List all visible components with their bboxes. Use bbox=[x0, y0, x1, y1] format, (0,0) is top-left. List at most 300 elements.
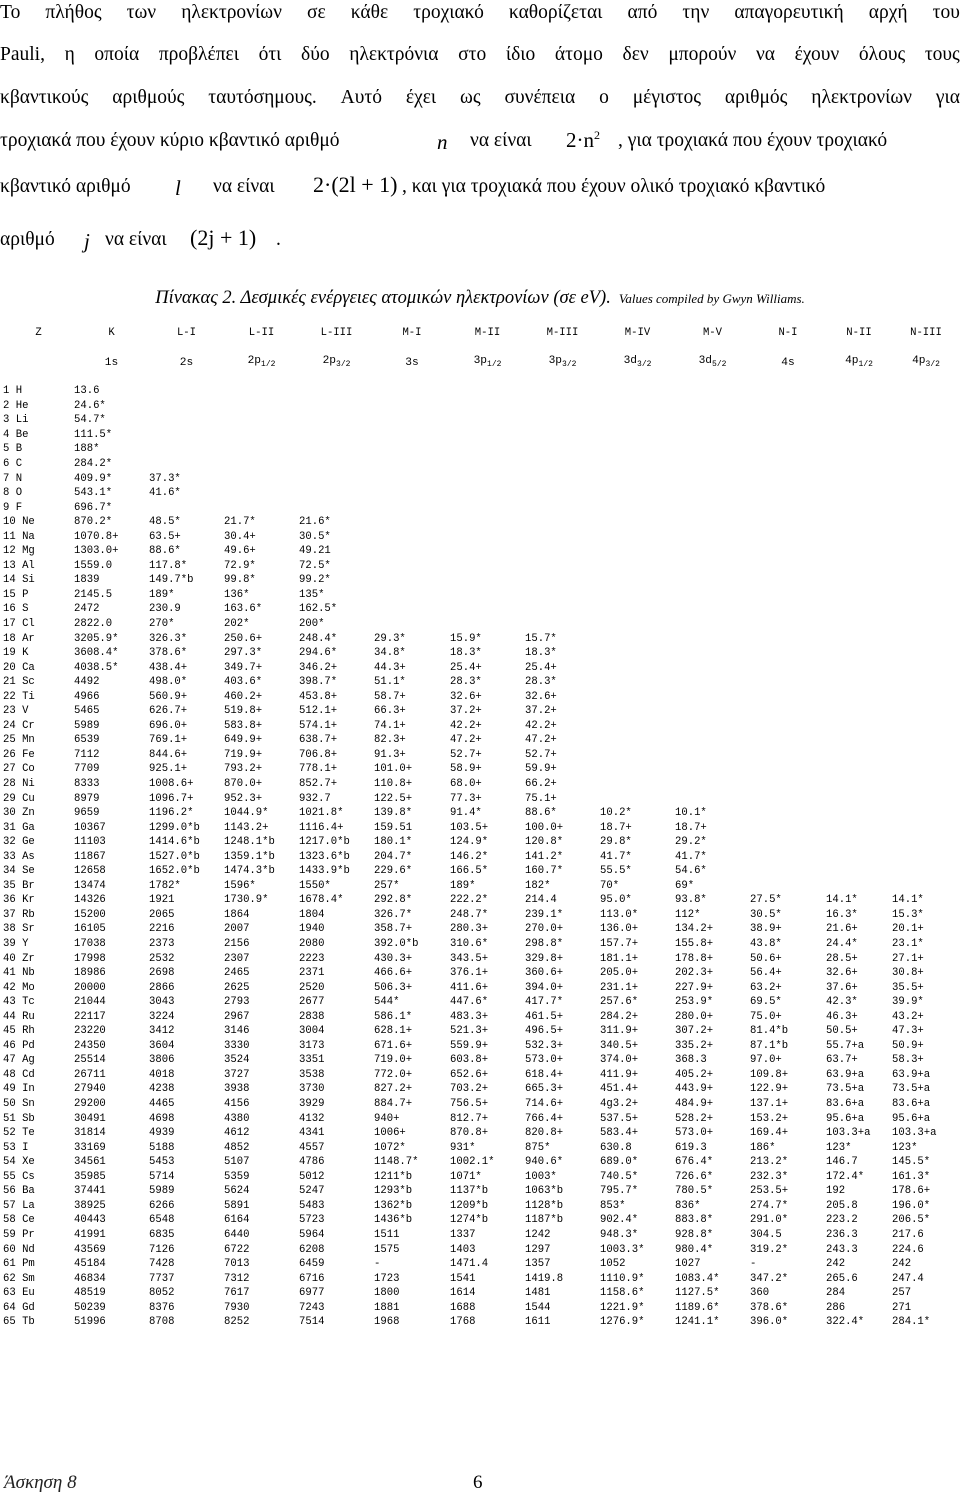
energy-cell bbox=[374, 486, 450, 501]
energy-cell bbox=[892, 806, 960, 821]
energy-cell bbox=[299, 501, 374, 516]
energy-cell: 676.4* bbox=[675, 1156, 714, 1169]
energy-cell: 110.8+ bbox=[374, 778, 413, 790]
energy-cell bbox=[750, 559, 826, 574]
energy-cell: 780.5* bbox=[675, 1185, 714, 1198]
energy-cell: 43569 bbox=[74, 1243, 106, 1256]
energy-cell: 18.7+ bbox=[600, 821, 632, 834]
energy-cell: 853* bbox=[600, 1199, 626, 1212]
energy-cell: 21.6* bbox=[299, 516, 331, 529]
energy-cell bbox=[675, 690, 750, 705]
energy-cell bbox=[675, 748, 750, 763]
element-cell: 51 Sb bbox=[3, 1112, 35, 1125]
energy-cell bbox=[750, 384, 826, 399]
energy-cell: 884.7+ bbox=[374, 1098, 413, 1111]
energy-cell: 671.6+ bbox=[374, 1039, 413, 1052]
energy-cell: 38.9+ bbox=[750, 923, 782, 936]
energy-cell: 2065 bbox=[149, 908, 175, 921]
energy-cell: 411.9+ bbox=[600, 1068, 639, 1081]
energy-cell bbox=[299, 472, 374, 487]
energy-cell: 93.8* bbox=[675, 894, 707, 907]
energy-cell: 29.3* bbox=[374, 632, 406, 645]
energy-cell: 778.1+ bbox=[299, 763, 338, 776]
element-cell: 2 He bbox=[3, 399, 29, 412]
energy-cell: 1414.6*b bbox=[149, 836, 200, 849]
energy-cell: 392.0*b bbox=[374, 938, 419, 951]
energy-cell bbox=[525, 486, 600, 501]
energy-cell bbox=[525, 399, 600, 414]
element-cell: 61 Pm bbox=[3, 1258, 35, 1271]
energy-cell: 250.6+ bbox=[224, 632, 263, 645]
energy-cell: 35.5+ bbox=[892, 981, 924, 994]
energy-cell bbox=[892, 472, 960, 487]
energy-cell: 1303.0+ bbox=[74, 545, 119, 558]
table-row bbox=[0, 835, 960, 850]
word: η bbox=[64, 44, 75, 65]
energy-cell bbox=[750, 442, 826, 457]
energy-cell bbox=[600, 646, 675, 661]
energy-cell bbox=[892, 457, 960, 472]
energy-cell: 1471.4 bbox=[450, 1258, 489, 1271]
energy-cell bbox=[450, 559, 525, 574]
energy-cell: 21.7* bbox=[224, 516, 256, 529]
energy-cell bbox=[525, 617, 600, 632]
energy-cell: 461.5+ bbox=[525, 1010, 564, 1023]
energy-cell: 49.6+ bbox=[224, 545, 256, 558]
energy-cell bbox=[525, 501, 600, 516]
energy-cell: 766.4+ bbox=[525, 1112, 564, 1125]
energy-cell bbox=[299, 384, 374, 399]
table-row bbox=[0, 893, 960, 908]
energy-cell: 49.21 bbox=[299, 545, 331, 558]
energy-cell: 63.2+ bbox=[750, 981, 782, 994]
energy-cell bbox=[826, 428, 892, 443]
table-row bbox=[0, 1272, 960, 1287]
energy-cell bbox=[892, 602, 960, 617]
energy-cell: 166.5* bbox=[450, 865, 489, 878]
energy-cell: 41.7* bbox=[600, 850, 632, 863]
energy-cell: 13.6 bbox=[74, 385, 100, 398]
energy-cell: 14.1* bbox=[892, 894, 924, 907]
energy-cell: 2465 bbox=[224, 967, 250, 980]
energy-cell: 4341 bbox=[299, 1127, 325, 1140]
energy-cell: 1248.1*b bbox=[224, 836, 275, 849]
word: Το bbox=[0, 2, 21, 23]
energy-cell: 122.9+ bbox=[750, 1083, 789, 1096]
shell-header-n-i: N-I bbox=[778, 327, 798, 339]
energy-cell bbox=[600, 559, 675, 574]
energy-cell: 812.7+ bbox=[450, 1112, 489, 1125]
energy-cell bbox=[224, 457, 299, 472]
table-row bbox=[0, 1199, 960, 1214]
element-cell: 52 Te bbox=[3, 1127, 35, 1140]
energy-cell bbox=[892, 704, 960, 719]
energy-cell: 186* bbox=[750, 1141, 776, 1154]
energy-cell: 59.9+ bbox=[525, 763, 557, 776]
energy-cell: 182* bbox=[525, 879, 551, 892]
table-row bbox=[0, 1170, 960, 1185]
energy-cell bbox=[826, 806, 892, 821]
energy-cell: 11103 bbox=[74, 836, 106, 849]
energy-cell: 1217.0*b bbox=[299, 836, 350, 849]
paragraph-line-3 bbox=[0, 87, 960, 109]
energy-cell bbox=[600, 632, 675, 647]
energy-cell: 948.3* bbox=[600, 1228, 639, 1241]
energy-cell: 257* bbox=[374, 879, 400, 892]
energy-cell: 243.3 bbox=[826, 1243, 858, 1256]
energy-cell: 430.3+ bbox=[374, 952, 413, 965]
energy-cell bbox=[750, 748, 826, 763]
energy-cell: 30.5* bbox=[750, 908, 782, 921]
energy-cell: 40443 bbox=[74, 1214, 106, 1227]
element-cell: 40 Zr bbox=[3, 952, 35, 965]
energy-cell bbox=[826, 472, 892, 487]
energy-cell bbox=[892, 588, 960, 603]
energy-cell: 1211*b bbox=[374, 1170, 413, 1183]
energy-cell: 1688 bbox=[450, 1301, 476, 1314]
energy-cell bbox=[675, 399, 750, 414]
energy-cell: 7312 bbox=[224, 1272, 250, 1285]
energy-cell: 3727 bbox=[224, 1068, 250, 1081]
energy-cell bbox=[450, 413, 525, 428]
energy-cell bbox=[149, 428, 224, 443]
element-cell: 1 H bbox=[3, 385, 23, 398]
energy-cell bbox=[374, 559, 450, 574]
energy-cell: 1864 bbox=[224, 908, 250, 921]
energy-cell: 73.5+a bbox=[826, 1083, 865, 1096]
energy-cell: 202.3+ bbox=[675, 967, 714, 980]
element-cell: 38 Sr bbox=[3, 923, 35, 936]
element-cell: 49 In bbox=[3, 1083, 35, 1096]
energy-cell bbox=[600, 777, 675, 792]
energy-cell: 396.0* bbox=[750, 1316, 789, 1329]
energy-cell: 1550* bbox=[299, 879, 331, 892]
energy-cell: 925.1+ bbox=[149, 763, 188, 776]
energy-cell: 77.3+ bbox=[450, 792, 482, 805]
energy-cell: 1110.9* bbox=[600, 1272, 645, 1285]
table-row bbox=[0, 719, 960, 734]
table-body bbox=[0, 384, 960, 1330]
energy-cell bbox=[450, 472, 525, 487]
energy-cell: 95.6+a bbox=[892, 1112, 931, 1125]
energy-cell: 1187*b bbox=[525, 1214, 564, 1227]
energy-cell: 1527.0*b bbox=[149, 850, 200, 863]
energy-cell: 1071* bbox=[450, 1170, 482, 1183]
energy-cell bbox=[224, 501, 299, 516]
page-footer bbox=[0, 1472, 960, 1496]
element-cell: 35 Br bbox=[3, 879, 35, 892]
element-cell: 23 V bbox=[3, 705, 29, 718]
energy-cell: 284 bbox=[826, 1287, 846, 1300]
energy-cell: 5714 bbox=[149, 1170, 175, 1183]
energy-cell: 368.3 bbox=[675, 1054, 707, 1067]
energy-cell: 139.8* bbox=[374, 807, 413, 820]
table-row bbox=[0, 762, 960, 777]
energy-cell: 63.5+ bbox=[149, 530, 181, 543]
energy-cell: 88.6* bbox=[149, 545, 181, 558]
word: μπορούν bbox=[668, 44, 737, 65]
energy-cell: 99.2* bbox=[299, 574, 331, 587]
energy-cell bbox=[750, 879, 826, 894]
energy-cell: 4156 bbox=[224, 1098, 250, 1111]
shell-header-n-iii: N-III bbox=[910, 327, 942, 339]
energy-cell bbox=[525, 515, 600, 530]
energy-cell: 870.2* bbox=[74, 516, 113, 529]
energy-cell bbox=[750, 602, 826, 617]
orbital-header: $2p_{1/2}$ bbox=[247, 355, 276, 370]
energy-cell bbox=[750, 777, 826, 792]
energy-cell bbox=[826, 602, 892, 617]
energy-cell: 703.2+ bbox=[450, 1083, 489, 1096]
energy-cell: 496.5+ bbox=[525, 1025, 564, 1038]
energy-cell: 618.4+ bbox=[525, 1068, 564, 1081]
energy-cell: 4852 bbox=[224, 1141, 250, 1154]
energy-cell: 70* bbox=[600, 879, 620, 892]
word: άτομο bbox=[554, 44, 603, 65]
energy-cell: 498.0* bbox=[149, 676, 188, 689]
table-row bbox=[0, 1243, 960, 1258]
energy-cell: 403.6* bbox=[224, 676, 263, 689]
energy-cell: 2156 bbox=[224, 938, 250, 951]
energy-cell: 1221.9* bbox=[600, 1301, 645, 1314]
variable-n: n bbox=[437, 130, 448, 154]
energy-cell: 204.7* bbox=[374, 850, 413, 863]
energy-cell bbox=[675, 544, 750, 559]
element-cell: 13 Al bbox=[3, 559, 35, 572]
energy-cell: 24350 bbox=[74, 1039, 106, 1052]
element-cell: 65 Tb bbox=[3, 1316, 35, 1329]
energy-cell: 875* bbox=[525, 1141, 551, 1154]
energy-cell: 284.2* bbox=[74, 457, 113, 470]
energy-cell bbox=[600, 486, 675, 501]
energy-cell: 41991 bbox=[74, 1228, 106, 1241]
energy-cell: 1614 bbox=[450, 1287, 476, 1300]
table-row bbox=[0, 1112, 960, 1127]
element-cell: 59 Pr bbox=[3, 1228, 35, 1241]
energy-cell: 2698 bbox=[149, 967, 175, 980]
energy-cell bbox=[374, 472, 450, 487]
element-cell: 54 Xe bbox=[3, 1156, 35, 1169]
energy-cell: 52.7+ bbox=[450, 748, 482, 761]
energy-cell: 772.0+ bbox=[374, 1068, 413, 1081]
element-cell: 39 Y bbox=[3, 938, 29, 951]
energy-cell: 5359 bbox=[224, 1170, 250, 1183]
energy-cell: 451.4+ bbox=[600, 1083, 639, 1096]
energy-cell: 42.2+ bbox=[525, 719, 557, 732]
energy-cell: 257 bbox=[892, 1287, 912, 1300]
energy-cell: 10.2* bbox=[600, 807, 632, 820]
energy-cell: 122.5+ bbox=[374, 792, 413, 805]
energy-cell bbox=[600, 690, 675, 705]
word: αριθμούς bbox=[112, 87, 185, 108]
energy-cell: 7709 bbox=[74, 763, 100, 776]
energy-cell: 50.9+ bbox=[892, 1039, 924, 1052]
table-row bbox=[0, 879, 960, 894]
energy-cell: 63.9+a bbox=[892, 1068, 931, 1081]
element-cell: 46 Pd bbox=[3, 1039, 35, 1052]
table-row bbox=[0, 602, 960, 617]
energy-cell: 47.2+ bbox=[525, 734, 557, 747]
element-cell: 47 Ag bbox=[3, 1054, 35, 1067]
energy-cell: 714.6+ bbox=[525, 1098, 564, 1111]
word: πλήθος bbox=[45, 2, 102, 23]
footer-label: Άσκηση 8 bbox=[4, 1472, 77, 1493]
word: ότι bbox=[258, 44, 282, 65]
energy-cell bbox=[826, 632, 892, 647]
energy-cell: 253.5+ bbox=[750, 1185, 789, 1198]
energy-cell: 10367 bbox=[74, 821, 106, 834]
energy-cell: 521.3+ bbox=[450, 1025, 489, 1038]
word: μέγιστος bbox=[632, 87, 702, 108]
element-cell: 37 Rb bbox=[3, 908, 35, 921]
energy-cell: 28.5+ bbox=[826, 952, 858, 965]
orbital-header bbox=[0, 346, 74, 380]
element-cell: 19 K bbox=[3, 647, 29, 660]
shell-header-m-i: M-I bbox=[402, 327, 422, 339]
energy-cell: 4380 bbox=[224, 1112, 250, 1125]
energy-cell: 1768 bbox=[450, 1316, 476, 1329]
element-cell: 18 Ar bbox=[3, 632, 35, 645]
energy-cell: 159.51 bbox=[374, 821, 413, 834]
energy-cell: 284.1* bbox=[892, 1316, 931, 1329]
word: αριθμός bbox=[724, 87, 788, 108]
word: έχει bbox=[405, 87, 437, 108]
energy-cell: 2223 bbox=[299, 952, 325, 965]
energy-cell: 483.3+ bbox=[450, 1010, 489, 1023]
orbital-header: $3p_{3/2}$ bbox=[548, 355, 577, 370]
word: οποία bbox=[94, 44, 140, 65]
energy-cell: 6440 bbox=[224, 1228, 250, 1241]
energy-cell: 146.7 bbox=[826, 1156, 858, 1169]
energy-cell: 42.3* bbox=[826, 996, 858, 1009]
energy-cell: 484.9+ bbox=[675, 1098, 714, 1111]
energy-cell bbox=[675, 661, 750, 676]
element-cell: 53 I bbox=[3, 1141, 29, 1154]
energy-cell: 169.4+ bbox=[750, 1127, 789, 1140]
energy-cell: 39.9* bbox=[892, 996, 924, 1009]
energy-cell: 99.8* bbox=[224, 574, 256, 587]
element-cell: 9 F bbox=[3, 501, 23, 514]
energy-cell: 1003* bbox=[525, 1170, 557, 1183]
table-row bbox=[0, 908, 960, 923]
energy-cell: 1052 bbox=[600, 1258, 626, 1271]
energy-cell: 3524 bbox=[224, 1054, 250, 1067]
energy-cell bbox=[374, 530, 450, 545]
energy-cell bbox=[675, 733, 750, 748]
energy-cell: 30.5* bbox=[299, 530, 331, 543]
energy-cell: 28.3* bbox=[525, 676, 557, 689]
energy-cell: 26711 bbox=[74, 1068, 106, 1081]
energy-cell: 224.6 bbox=[892, 1243, 924, 1256]
energy-cell: 2145.5 bbox=[74, 588, 113, 601]
table-row bbox=[0, 1126, 960, 1141]
energy-cell: 157.7+ bbox=[600, 938, 639, 951]
energy-cell: 248.4* bbox=[299, 632, 338, 645]
table-row bbox=[0, 1213, 960, 1228]
energy-cell bbox=[675, 442, 750, 457]
element-cell: 15 P bbox=[3, 588, 29, 601]
table-row bbox=[0, 1068, 960, 1083]
shell-header-z: Z bbox=[35, 327, 42, 339]
table-row bbox=[0, 981, 960, 996]
energy-cell bbox=[224, 486, 299, 501]
energy-cell bbox=[892, 821, 960, 836]
energy-cell: 2472 bbox=[74, 603, 100, 616]
energy-cell: 12658 bbox=[74, 865, 106, 878]
energy-cell bbox=[750, 617, 826, 632]
energy-cell: 940+ bbox=[374, 1112, 400, 1125]
energy-cell: 95.0* bbox=[600, 894, 632, 907]
energy-cell: 47.3+ bbox=[892, 1025, 924, 1038]
energy-cell: 82.3+ bbox=[374, 734, 406, 747]
element-cell: 55 Cs bbox=[3, 1170, 35, 1183]
energy-cell bbox=[299, 486, 374, 501]
energy-cell: 573.0+ bbox=[525, 1054, 564, 1067]
energy-cell bbox=[525, 442, 600, 457]
energy-cell: 291.0* bbox=[750, 1214, 789, 1227]
energy-cell bbox=[750, 588, 826, 603]
word: των bbox=[126, 2, 157, 23]
energy-cell: 271 bbox=[892, 1301, 912, 1314]
energy-cell: 7243 bbox=[299, 1301, 325, 1314]
energy-cell: 28.3* bbox=[450, 676, 482, 689]
table-row bbox=[0, 588, 960, 603]
element-cell: 41 Nb bbox=[3, 967, 35, 980]
energy-cell: 1559.0 bbox=[74, 559, 113, 572]
energy-cell: 376.1+ bbox=[450, 967, 489, 980]
energy-cell: 41.6* bbox=[149, 487, 181, 500]
variable-j: j bbox=[84, 229, 90, 253]
energy-cell bbox=[450, 588, 525, 603]
energy-cell: 2371 bbox=[299, 967, 325, 980]
energy-cell: 146.2* bbox=[450, 850, 489, 863]
energy-cell: 1021.8* bbox=[299, 807, 344, 820]
energy-cell: 870.0+ bbox=[224, 778, 263, 790]
energy-cell: 619.3 bbox=[675, 1141, 707, 1154]
energy-cell: 63.7+ bbox=[826, 1054, 858, 1067]
energy-cell: 6266 bbox=[149, 1199, 175, 1212]
energy-cell bbox=[525, 588, 600, 603]
energy-cell bbox=[750, 675, 826, 690]
energy-cell bbox=[750, 472, 826, 487]
energy-cell: 37.2+ bbox=[450, 705, 482, 718]
energy-cell: 689.0* bbox=[600, 1156, 639, 1169]
energy-cell: 214.4 bbox=[525, 894, 557, 907]
energy-cell: 1128*b bbox=[525, 1199, 564, 1212]
energy-cell bbox=[750, 864, 826, 879]
energy-cell: 409.9* bbox=[74, 472, 113, 485]
energy-cell bbox=[826, 559, 892, 574]
paragraph-line-1 bbox=[0, 2, 960, 24]
energy-cell: 20.1+ bbox=[892, 923, 924, 936]
energy-cell: 3146 bbox=[224, 1025, 250, 1038]
energy-cell: 573.0+ bbox=[675, 1127, 714, 1140]
energy-cell: 1921 bbox=[149, 894, 175, 907]
energy-cell bbox=[600, 442, 675, 457]
energy-cell: 512.1+ bbox=[299, 705, 338, 718]
energy-cell bbox=[750, 573, 826, 588]
table-row bbox=[0, 501, 960, 516]
energy-cell bbox=[675, 573, 750, 588]
energy-cell: 27940 bbox=[74, 1083, 106, 1096]
word: όλους bbox=[858, 44, 906, 65]
energy-cell: 298.8* bbox=[525, 938, 564, 951]
energy-cell: 27.1+ bbox=[892, 952, 924, 965]
energy-cell: 311.9+ bbox=[600, 1025, 639, 1038]
variable-l: l bbox=[175, 176, 181, 200]
energy-cell bbox=[224, 442, 299, 457]
energy-cell bbox=[600, 399, 675, 414]
